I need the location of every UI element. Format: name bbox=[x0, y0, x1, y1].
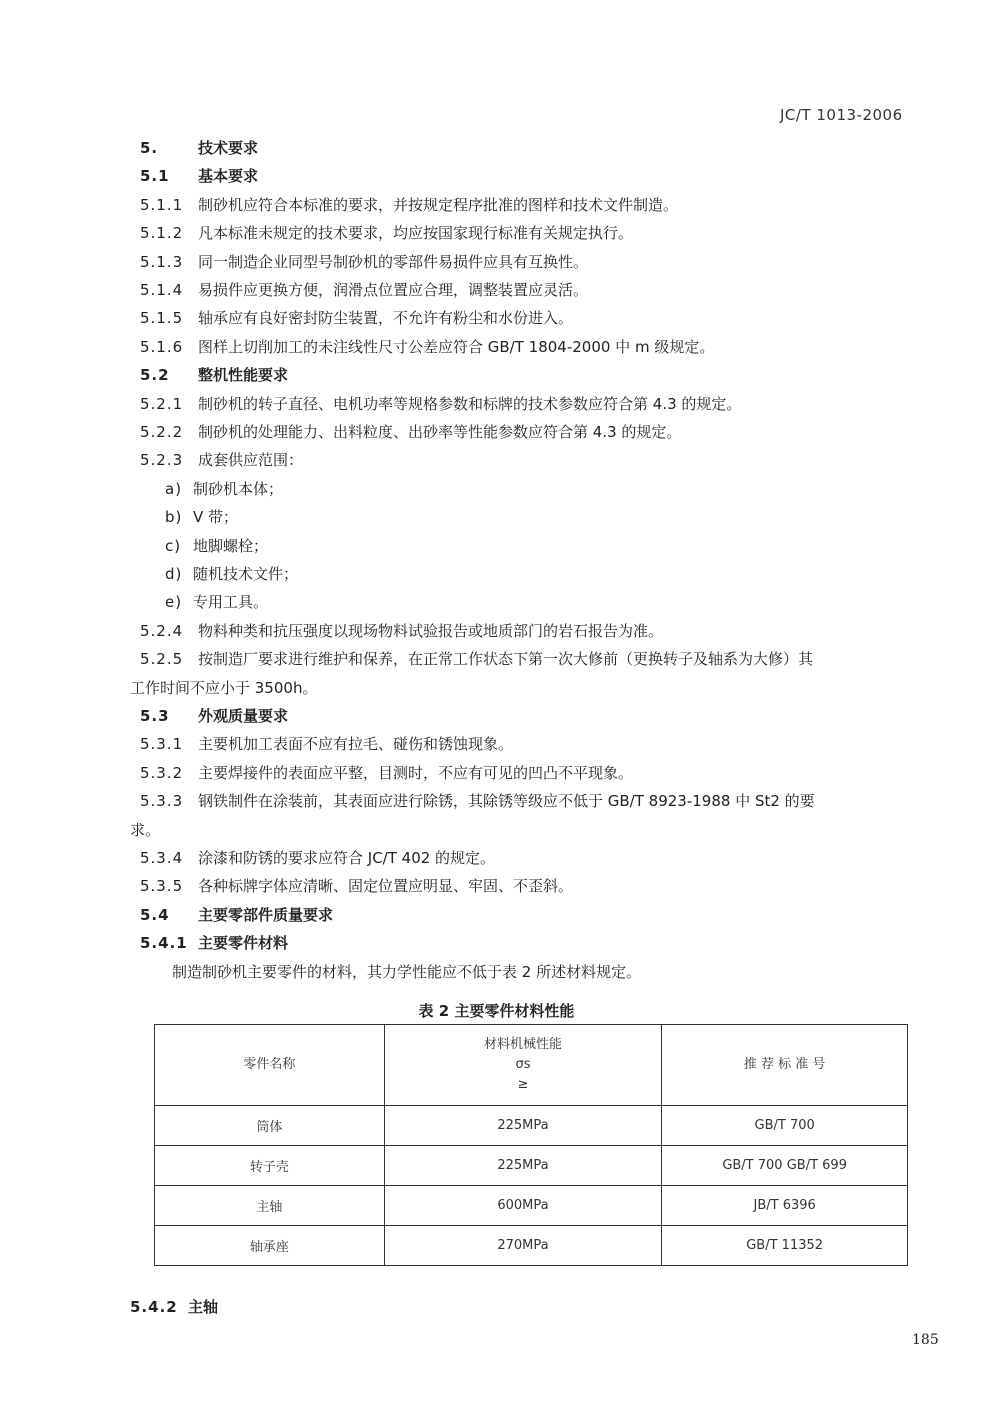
clause-text: 基本要求 bbox=[198, 167, 259, 186]
clause-text: 制砂机本体； bbox=[193, 479, 284, 498]
clause-number: d) bbox=[165, 565, 183, 583]
text-line bbox=[140, 649, 813, 669]
section-5-4-2 bbox=[130, 1297, 218, 1317]
clause-text: 同一制造企业同型号制砂机的零部件易损件应具有互换性。 bbox=[198, 252, 589, 271]
clause-number: 5.1.3 bbox=[140, 252, 184, 271]
cell-part: 主轴 bbox=[155, 1186, 385, 1226]
text-line bbox=[140, 734, 513, 754]
clause-number: 5.2.3 bbox=[140, 451, 184, 470]
table-header-row bbox=[155, 1025, 908, 1106]
text-line bbox=[165, 479, 283, 499]
clause-number: 5.3.1 bbox=[140, 735, 184, 754]
clause-text: 外观质量要求 bbox=[198, 707, 289, 725]
cell-strength: 225MPa bbox=[384, 1106, 662, 1146]
clause-number: 5.1.5 bbox=[140, 309, 184, 328]
clause-text: 轴承应有良好密封防尘装置，不允许有粉尘和水份进入。 bbox=[198, 309, 574, 328]
clause-text: 制砂机应符合本标准的要求，并按规定程序批准的图样和技术文件制造。 bbox=[198, 195, 679, 214]
text-line bbox=[140, 791, 815, 811]
clause-text: 技术要求 bbox=[198, 139, 259, 157]
text-line bbox=[140, 280, 588, 300]
clause-text: 成套供应范围： bbox=[198, 451, 304, 470]
table-row bbox=[155, 1226, 908, 1266]
text-line bbox=[165, 564, 298, 584]
text-line bbox=[140, 706, 288, 726]
text-line bbox=[165, 592, 268, 612]
text-line bbox=[140, 394, 741, 414]
clause-number: 5.4 bbox=[140, 905, 170, 924]
clause-number: b) bbox=[165, 508, 183, 527]
table-row bbox=[155, 1146, 908, 1186]
table-row bbox=[155, 1106, 908, 1146]
clause-number: 5.2.4 bbox=[140, 621, 184, 640]
clause-text: 图样上切削加工的未注线性尺寸公差应符合 GB/T 1804-2000 中 m 级规定。 bbox=[198, 337, 715, 356]
clause-number: a) bbox=[165, 479, 183, 498]
cell-standard: GB/T 700 GB/T 699 bbox=[662, 1146, 908, 1186]
clause-number: 5.2 bbox=[140, 366, 170, 385]
text-line bbox=[165, 536, 268, 556]
clause-text: 主要焊接件的表面应平整，目测时，不应有可见的凹凸不平现象。 bbox=[198, 763, 634, 782]
clause-number: 5.3.2 bbox=[140, 763, 184, 782]
clause-text: 求。 bbox=[130, 820, 161, 839]
clause-number: 5.2.5 bbox=[140, 650, 184, 669]
header-mech-line3: ≥ bbox=[517, 1077, 529, 1092]
text-line bbox=[140, 365, 288, 385]
section-number: 5.4.2 bbox=[130, 1298, 178, 1316]
clause-text: 主要零件材料 bbox=[198, 934, 289, 953]
clause-number: 5.3 bbox=[140, 707, 170, 725]
page-number: 185 bbox=[912, 1332, 939, 1348]
clause-number: c) bbox=[165, 536, 182, 555]
cell-part: 筒体 bbox=[155, 1106, 385, 1146]
text-line bbox=[140, 848, 495, 868]
text-line bbox=[130, 678, 317, 698]
clause-number: 5.1.6 bbox=[140, 337, 184, 356]
clause-text: 凡本标准未规定的技术要求，均应按国家现行标准有关规定执行。 bbox=[198, 224, 634, 243]
cell-part: 转子壳 bbox=[155, 1146, 385, 1186]
table-caption: 表 2 主要零件材料性能 bbox=[418, 1002, 575, 1020]
clause-text: 按制造厂要求进行维护和保养，在正常工作状态下第一次大修前（更换转子及轴系为大修）其 bbox=[198, 650, 814, 669]
clause-text: 涂漆和防锈的要求应符合 JC/T 402 的规定。 bbox=[198, 849, 496, 867]
clause-number: 5.3.5 bbox=[140, 877, 184, 896]
text-line bbox=[140, 166, 258, 186]
text-line bbox=[172, 962, 641, 982]
clause-number: e) bbox=[165, 593, 183, 612]
cell-strength: 600MPa bbox=[384, 1186, 662, 1226]
header-standard: 推 荐 标 准 号 bbox=[662, 1025, 908, 1106]
text-line bbox=[140, 422, 681, 442]
header-part-name: 零件名称 bbox=[155, 1025, 385, 1106]
text-line bbox=[140, 763, 633, 783]
clause-text: 各种标牌字体应清晰、固定位置应明显、牢固、不歪斜。 bbox=[198, 877, 574, 896]
cell-strength: 225MPa bbox=[384, 1146, 662, 1186]
clause-text: 钢铁制件在涂装前，其表面应进行除锈，其除锈等级应不低于 GB/T 8923-1988 中 St2 的要 bbox=[198, 792, 815, 811]
cell-standard: GB/T 11352 bbox=[662, 1226, 908, 1266]
clause-text: V 带； bbox=[193, 508, 239, 527]
clause-text: 随机技术文件； bbox=[193, 565, 299, 583]
text-line bbox=[140, 308, 573, 328]
header-mechanical-properties bbox=[384, 1025, 662, 1106]
clause-text: 主要零部件质量要求 bbox=[198, 905, 334, 924]
text-line bbox=[140, 933, 288, 953]
text-line bbox=[140, 621, 663, 641]
materials-table bbox=[154, 1024, 908, 1266]
clause-text: 工作时间不应小于 3500h。 bbox=[130, 678, 318, 697]
clause-text: 主要机加工表面不应有拉毛、碰伤和锈蚀现象。 bbox=[198, 735, 514, 754]
text-line bbox=[140, 223, 633, 243]
clause-number: 5.4.1 bbox=[140, 934, 188, 953]
clause-number: 5.3.4 bbox=[140, 849, 184, 867]
text-line bbox=[140, 905, 333, 925]
clause-text: 制造制砂机主要零件的材料，其力学性能应不低于表 2 所述材料规定。 bbox=[172, 962, 642, 981]
clause-number: 5.2.1 bbox=[140, 394, 184, 413]
clause-number: 5.1.1 bbox=[140, 195, 184, 214]
clause-number: 5.1.4 bbox=[140, 281, 184, 299]
clause-number: 5.2.2 bbox=[140, 423, 184, 441]
header-mech-line2: σs bbox=[515, 1057, 531, 1072]
cell-part: 轴承座 bbox=[155, 1226, 385, 1266]
cell-standard: GB/T 700 bbox=[662, 1106, 908, 1146]
clause-number: 5.3.3 bbox=[140, 792, 184, 811]
clause-text: 物料种类和抗压强度以现场物料试验报告或地质部门的岩石报告为准。 bbox=[198, 621, 664, 640]
header-mech-line1: 材料机械性能 bbox=[483, 1037, 562, 1052]
text-line bbox=[140, 337, 714, 357]
text-line bbox=[140, 138, 258, 158]
clause-text: 易损件应更换方便，润滑点位置应合理，调整装置应灵活。 bbox=[198, 281, 589, 299]
text-line bbox=[130, 820, 160, 840]
text-line bbox=[140, 195, 678, 215]
text-line bbox=[140, 450, 303, 470]
clause-text: 制砂机的转子直径、电机功率等规格参数和标牌的技术参数应符合第 4.3 的规定。 bbox=[198, 394, 742, 413]
clause-text: 地脚螺栓； bbox=[193, 536, 269, 555]
cell-strength: 270MPa bbox=[384, 1226, 662, 1266]
clause-number: 5.1.2 bbox=[140, 224, 184, 243]
cell-standard: JB/T 6396 bbox=[662, 1186, 908, 1226]
clause-number: 5. bbox=[140, 139, 159, 157]
table-row bbox=[155, 1186, 908, 1226]
clause-text: 专用工具。 bbox=[193, 593, 269, 612]
text-line bbox=[165, 507, 238, 527]
text-line bbox=[140, 876, 573, 896]
clause-text: 制砂机的处理能力、出料粒度、出砂率等性能参数应符合第 4.3 的规定。 bbox=[198, 423, 682, 441]
clause-text: 整机性能要求 bbox=[198, 366, 289, 385]
clause-number: 5.1 bbox=[140, 167, 170, 186]
text-line bbox=[140, 252, 588, 272]
section-title: 主轴 bbox=[188, 1298, 219, 1316]
document-code: JC/T 1013-2006 bbox=[780, 106, 903, 124]
